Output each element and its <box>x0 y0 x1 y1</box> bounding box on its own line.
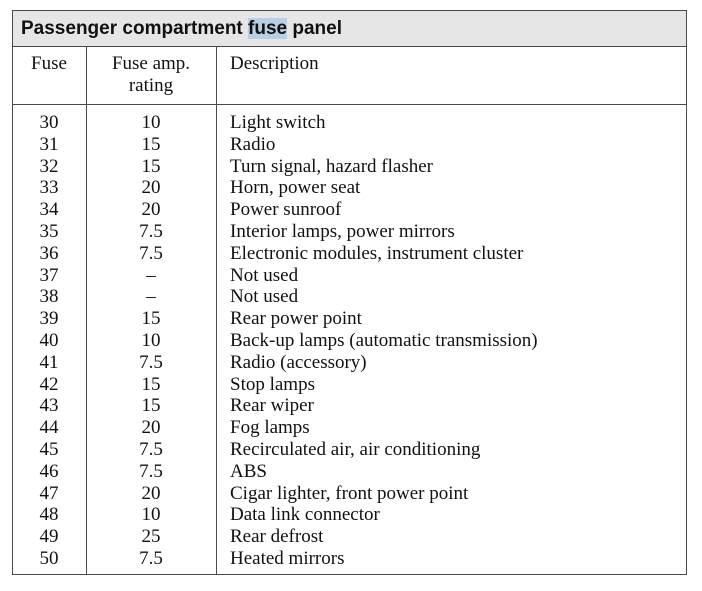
fuse-description: Light switch <box>230 112 326 133</box>
fuse-description: Fog lamps <box>230 417 310 439</box>
amp-rating: 10 <box>141 112 161 133</box>
fuse-description: Turn signal, hazard flasher <box>230 155 433 177</box>
fuse-number: 31 <box>39 133 59 155</box>
amp-rating: 7.5 <box>139 547 163 569</box>
amp-rating: 7.5 <box>139 438 163 460</box>
amp-rating: 20 <box>141 177 161 199</box>
amp-rating: 7.5 <box>139 460 163 482</box>
fuse-description: Not used <box>230 286 299 308</box>
amp-rating: 7.5 <box>139 351 163 373</box>
amp-rating: 20 <box>141 417 161 439</box>
fuse-description: Power sunroof <box>230 199 342 221</box>
fuse-number: 37 <box>39 264 59 286</box>
fuse-description: Rear wiper <box>230 395 314 417</box>
header-fuse: Fuse <box>31 53 67 74</box>
fuse-description: Radio (accessory) <box>230 351 367 373</box>
fuse-description: Rear power point <box>230 308 362 330</box>
fuse-number: 33 <box>39 177 59 199</box>
table-row <box>13 483 686 505</box>
fuse-number: 49 <box>39 526 59 548</box>
fuse-number: 38 <box>39 286 59 308</box>
fuse-number: 30 <box>39 112 59 133</box>
fuse-description: Horn, power seat <box>230 177 361 199</box>
fuse-description: Stop lamps <box>230 373 315 395</box>
amp-rating: 7.5 <box>139 220 163 242</box>
header-rating <box>87 53 215 97</box>
table-row <box>13 526 686 548</box>
fuse-number: 46 <box>39 460 59 482</box>
title-suffix: panel <box>287 18 343 39</box>
table-row <box>13 265 686 287</box>
table-row <box>13 395 686 417</box>
fuse-number: 47 <box>39 482 59 504</box>
amp-rating: 15 <box>141 308 161 330</box>
table-row <box>13 374 686 396</box>
table-row <box>13 286 686 308</box>
title-highlight: fuse <box>248 18 288 39</box>
amp-rating: 25 <box>141 526 161 548</box>
table-row <box>13 243 686 265</box>
table-row <box>13 221 686 243</box>
header-description: Description <box>230 53 319 74</box>
fuse-number: 39 <box>39 308 59 330</box>
table-row <box>13 461 686 483</box>
fuse-description: Electronic modules, instrument cluster <box>230 242 524 264</box>
table-body <box>13 112 686 570</box>
fuse-description: Rear defrost <box>230 526 324 548</box>
amp-rating: 20 <box>141 199 161 221</box>
fuse-description: ABS <box>230 460 267 482</box>
fuse-description: Interior lamps, power mirrors <box>230 220 455 242</box>
fuse-description: Cigar lighter, front power point <box>230 482 469 504</box>
fuse-number: 34 <box>39 199 59 221</box>
amp-rating: 7.5 <box>139 242 163 264</box>
fuse-number: 42 <box>39 373 59 395</box>
table-row <box>13 417 686 439</box>
amp-rating: 20 <box>141 482 161 504</box>
fuse-number: 32 <box>39 155 59 177</box>
table-row <box>13 156 686 178</box>
amp-rating: 15 <box>141 373 161 395</box>
header-divider <box>13 104 686 105</box>
amp-rating: – <box>146 286 156 308</box>
table-title <box>13 11 686 47</box>
amp-rating: 10 <box>141 504 161 526</box>
table-row <box>13 308 686 330</box>
fuse-number: 40 <box>39 329 59 351</box>
table-row <box>13 352 686 374</box>
fuse-table <box>12 10 687 575</box>
title-prefix: Passenger compartment <box>21 18 249 39</box>
fuse-number: 41 <box>39 351 59 373</box>
fuse-description: Recirculated air, air conditioning <box>230 438 481 460</box>
table-row <box>13 112 686 134</box>
fuse-number: 44 <box>39 417 59 439</box>
amp-rating: 15 <box>141 395 161 417</box>
table-row <box>13 199 686 221</box>
amp-rating: – <box>146 264 156 286</box>
fuse-description: Data link connector <box>230 504 380 526</box>
fuse-number: 36 <box>39 242 59 264</box>
fuse-number: 45 <box>39 438 59 460</box>
table-row <box>13 177 686 199</box>
table-row <box>13 330 686 352</box>
fuse-description: Heated mirrors <box>230 547 345 569</box>
table-row <box>13 439 686 461</box>
fuse-description: Not used <box>230 264 299 286</box>
table-row <box>13 548 686 570</box>
header-rating-line2: rating <box>128 75 174 96</box>
fuse-number: 43 <box>39 395 59 417</box>
fuse-number: 50 <box>39 547 59 569</box>
fuse-description: Back-up lamps (automatic transmission) <box>230 329 538 351</box>
amp-rating: 10 <box>141 329 161 351</box>
table-row <box>13 134 686 156</box>
header-rating-line1: Fuse amp. <box>111 53 191 74</box>
fuse-description: Radio <box>230 133 276 155</box>
amp-rating: 15 <box>141 155 161 177</box>
amp-rating: 15 <box>141 133 161 155</box>
table-row <box>13 504 686 526</box>
fuse-number: 48 <box>39 504 59 526</box>
fuse-number: 35 <box>39 220 59 242</box>
